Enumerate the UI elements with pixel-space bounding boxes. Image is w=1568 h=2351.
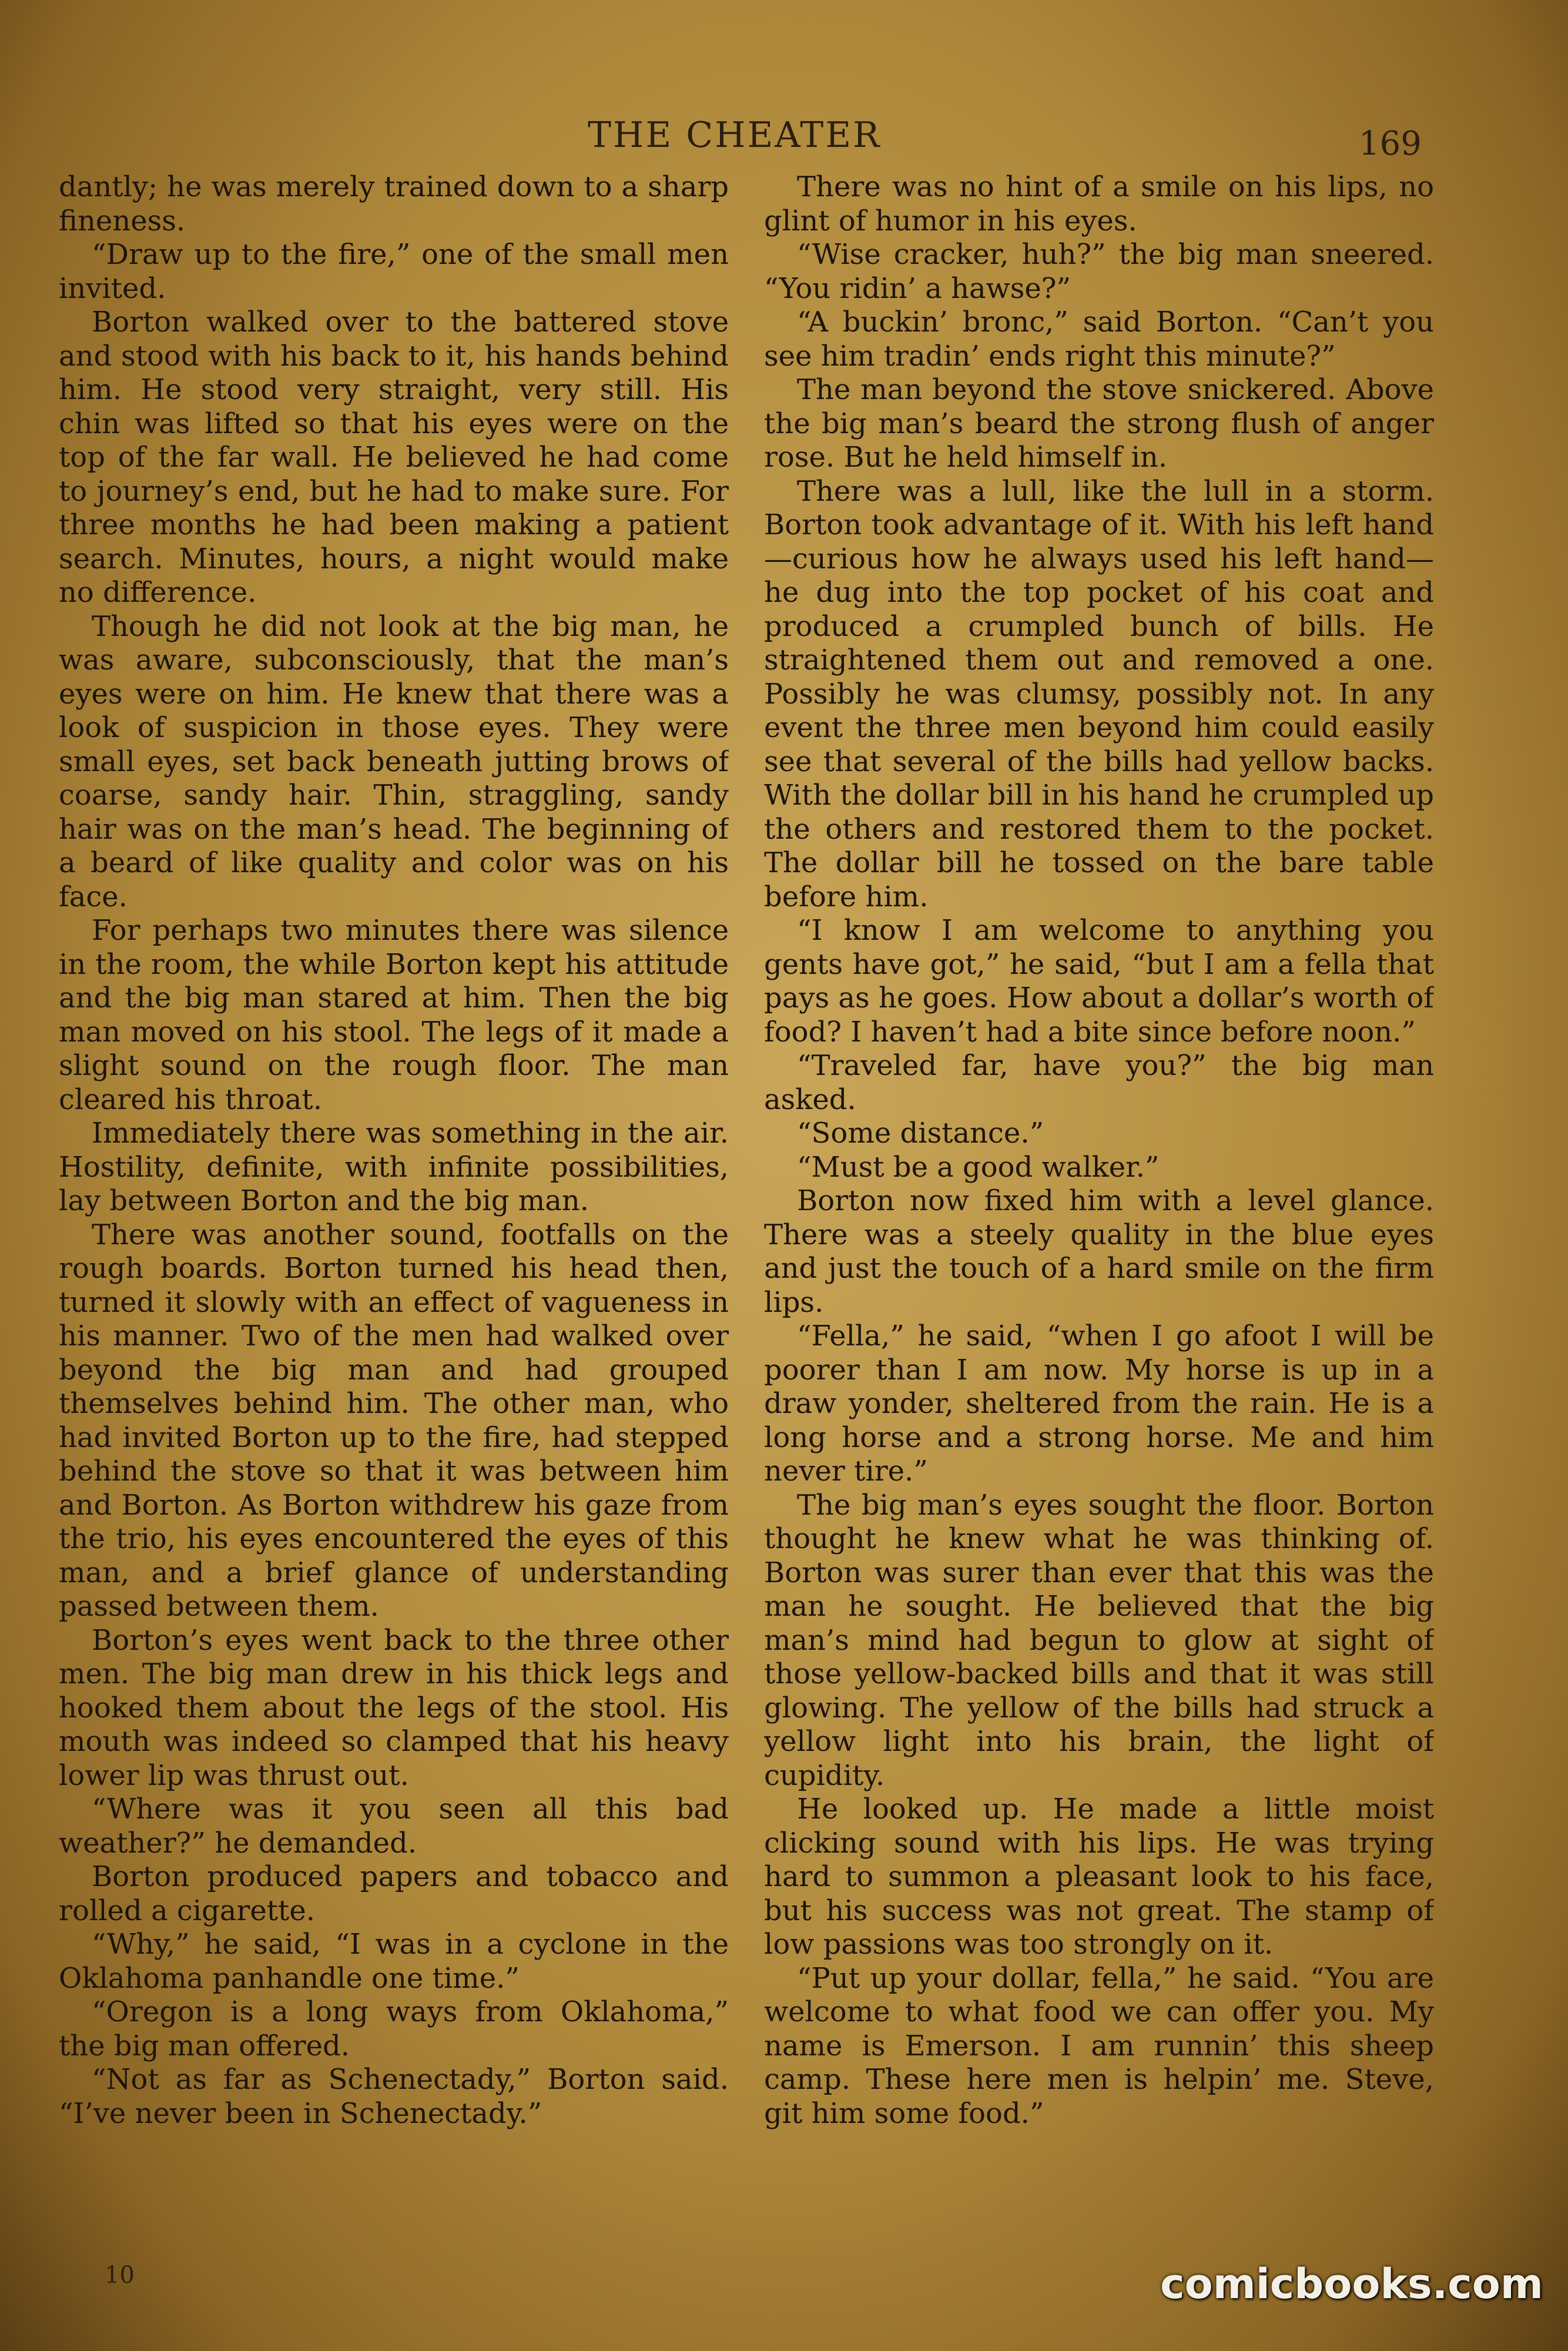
paragraph: He looked up. He made a little moist clicking sound with his lips. He was trying hard to summon a pleasant look to his face, but his success was not great. The stamp of low passions was too strongly on it. xyxy=(764,1793,1434,1961)
paragraph: Borton walked over to the battered stove and stood with his back to it, his hands behind him. He stood very straight, very still. His chin was lifted so that his eyes were on the top of the far wall. He believed he had come to journey’s end, but he had to make sure. For three months he had been making a patient search. Minutes, hours, a night would make no difference. xyxy=(59,306,729,609)
paragraph: “Where was it you seen all this bad weather?” he demanded. xyxy=(59,1793,729,1860)
paragraph: “I know I am welcome to anything you gents have got,” he said, “but I am a fella that pays as he goes. How about a dollar’s worth of food? I haven’t had a bite since before noon.” xyxy=(764,914,1434,1049)
paragraph: Borton’s eyes went back to the three other men. The big man drew in his thick legs and hooked them about the legs of the stool. His mouth was indeed so clamped that his heavy lower lip was thrust out. xyxy=(59,1623,729,1792)
paragraph: There was another sound, footfalls on the rough boards. Borton turned his head then, turned it slowly with an effect of vagueness in his manner. Two of the men had walked over beyond the big man and had grouped themselves behind him. The other man, who had invited Borton up to the fire, had stepped behind the stove so that it was between him and Borton. As Borton withdrew his gaze from the trio, his eyes encountered the eyes of this man, and a brief glance of understanding passed between them. xyxy=(59,1218,729,1623)
paragraph: dantly; he was merely trained down to a sharp fineness. xyxy=(59,170,729,237)
paragraph: “Some distance.” xyxy=(797,1117,1044,1150)
paragraph: There was a lull, like the lull in a storm. Borton took advantage of it. With his left hand—curious how he always used his left hand—he dug into the top pocket of his coat and produced a crumpled bunch of bills. He straightened them out and removed a one. Possibly he was clumsy, possibly not. In any event the three men beyond him could easily see that several of the bills had yellow backs. With the dollar bill in his hand he crumpled up the others and restored them to the pocket. The dollar bill he tossed on the bare table before him. xyxy=(764,474,1434,913)
paragraph: “Wise cracker, huh?” the big man sneered. “You ridin’ a hawse?” xyxy=(764,238,1434,305)
paragraph: “Not as far as Schenectady,” Borton said. “I’ve never been in Schenectady.” xyxy=(59,2063,729,2130)
paragraph: Though he did not look at the big man, he was aware, subconsciously, that the man’s eyes were on him. He knew that there was a look of suspicion in those eyes. They were small eyes, set back beneath jutting brows of coarse, sandy hair. Thin, straggling, sandy hair was on the man’s head. The beginning of a beard of like quality and color was on his face. xyxy=(59,609,729,913)
paragraph: The man beyond the stove snickered. Above the big man’s beard the strong flush of anger rose. But he held himself in. xyxy=(764,373,1434,474)
paragraph: For perhaps two minutes there was silence in the room, the while Borton kept his attitude and the big man stared at him. Then the big man moved on his stool. The legs of it made a slight sound on the rough floor. The man cleared his throat. xyxy=(59,914,729,1116)
paragraph: “A buckin’ bronc,” said Borton. “Can’t you see him tradin’ ends right this minute?” xyxy=(764,306,1434,373)
signature-mark: 10 xyxy=(105,2262,135,2289)
paragraph: “Fella,” he said, “when I go afoot I will be poorer than I am now. My horse is up in a draw yonder, sheltered from the rain. He is a long horse and a strong horse. Me and him never tire.” xyxy=(764,1319,1434,1488)
paragraph: Borton produced papers and tobacco and rolled a cigarette. xyxy=(59,1860,729,1927)
paragraph: Immediately there was something in the air. Hostility, definite, with infinite possibilities, lay between Borton and the big man. xyxy=(59,1117,729,1217)
right-text-column xyxy=(764,170,1434,2239)
running-header-title: THE CHEATER xyxy=(588,115,882,156)
paragraph: “Put up your dollar, fella,” he said. “You are welcome to what food we can offer you. My name is Emerson. I am runnin’ this sheep camp. These here men is helpin’ me. Steve, git him some food.” xyxy=(764,1961,1434,2130)
paragraph: “Oregon is a long ways from Oklahoma,” the big man offered. xyxy=(59,1995,729,2062)
paragraph: The big man’s eyes sought the floor. Borton thought he knew what he was thinking of. Borton was surer than ever that this was the man he sought. He believed that the big man’s mind had begun to glow at sight of those yellow-backed bills and that it was still glowing. The yellow of the bills had struck a yellow light into his brain, the light of cupidity. xyxy=(764,1488,1434,1792)
paragraph: “Why,” he said, “I was in a cyclone in the Oklahoma panhandle one time.” xyxy=(59,1928,729,1995)
site-watermark: comicbooks.com xyxy=(1160,2260,1543,2308)
paragraph: Borton now fixed him with a level glance. There was a steely quality in the blue eyes and just the touch of a hard smile on the firm lips. xyxy=(764,1184,1434,1319)
paragraph: “Traveled far, have you?” the big man asked. xyxy=(764,1049,1434,1116)
paragraph: “Must be a good walker.” xyxy=(797,1150,1160,1184)
page-number: 169 xyxy=(1359,125,1422,163)
left-text-column xyxy=(59,170,729,2239)
paragraph: There was no hint of a smile on his lips, no glint of humor in his eyes. xyxy=(764,170,1434,237)
paragraph: “Draw up to the fire,” one of the small men invited. xyxy=(59,238,729,305)
